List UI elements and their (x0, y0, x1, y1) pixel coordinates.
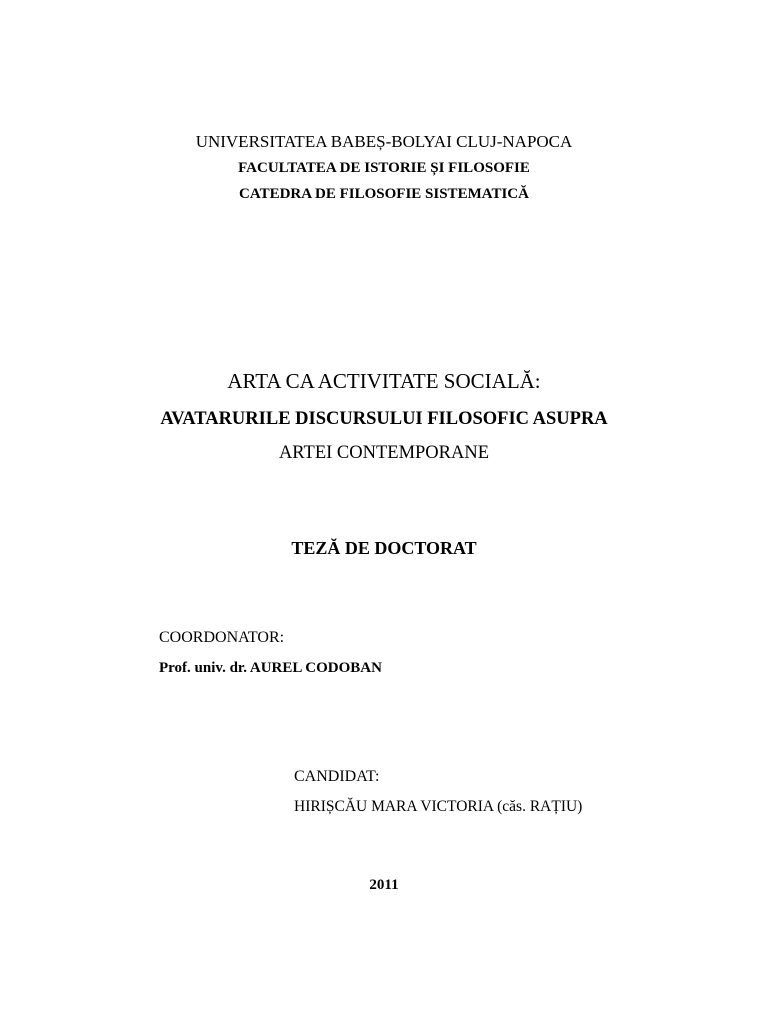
candidate-label: CANDIDAT: (294, 768, 380, 785)
candidate-name: HIRIȘCĂU MARA VICTORIA (căs. RAȚIU) (294, 798, 583, 815)
coordinator-name: Prof. univ. dr. AUREL CODOBAN (159, 660, 382, 676)
thesis-title: ARTA CA ACTIVITATE SOCIALĂ: (227, 369, 541, 393)
thesis-subtitle-line-1: AVATARURILE DISCURSULUI FILOSOFIC ASUPRA (160, 409, 608, 429)
thesis-type: TEZĂ DE DOCTORAT (291, 538, 477, 558)
department-name: CATEDRA DE FILOSOFIE SISTEMATICĂ (239, 186, 529, 202)
thesis-subtitle-line-2: ARTEI CONTEMPORANE (278, 443, 490, 463)
year: 2011 (369, 877, 399, 893)
university-name: UNIVERSITATEA BABEȘ-BOLYAI CLUJ-NAPOCA (195, 132, 573, 151)
coordinator-label: COORDONATOR: (159, 629, 285, 646)
faculty-name: FACULTATEA DE ISTORIE ȘI FILOSOFIE (238, 160, 530, 176)
